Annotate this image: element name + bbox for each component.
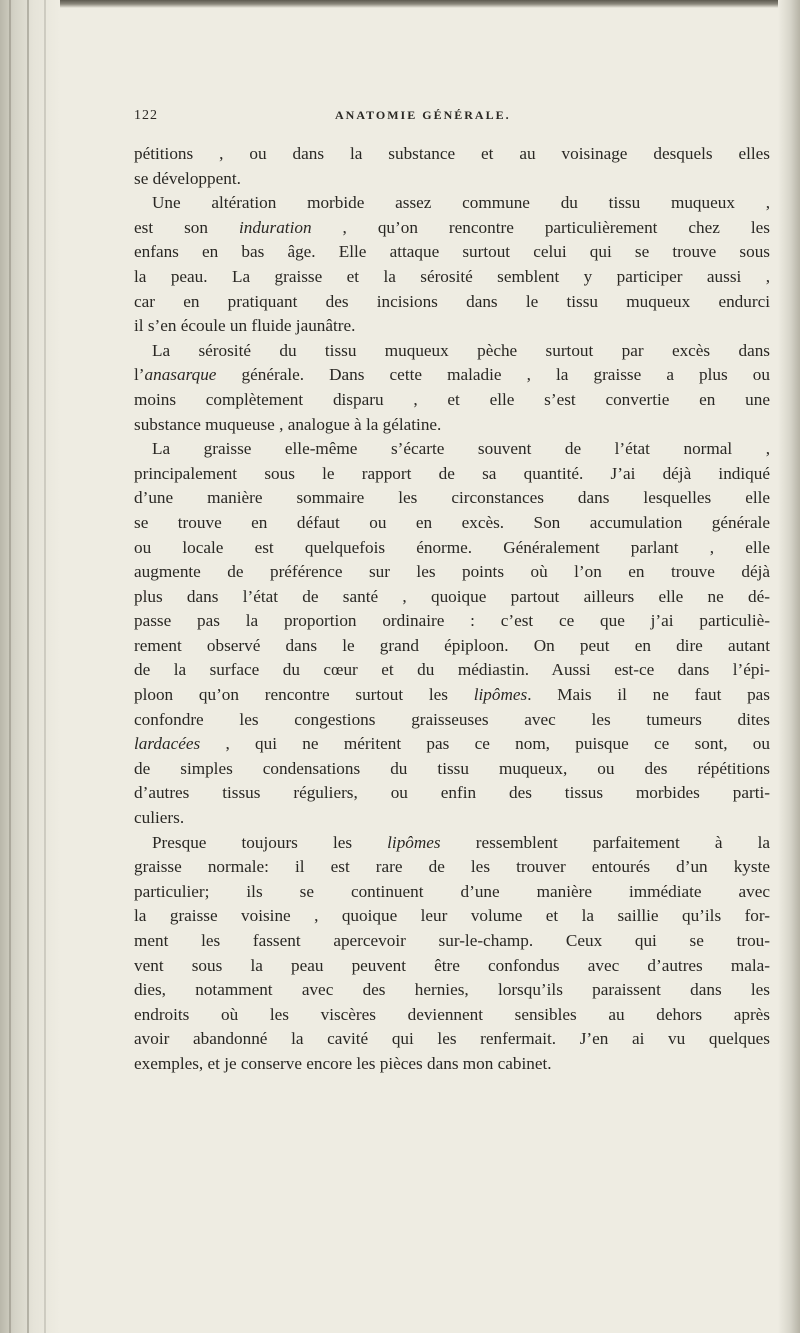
text-line bbox=[134, 831, 770, 856]
text-segment: ressemblent parfaitement à la bbox=[440, 832, 770, 852]
text-line: confondre les congestions graisseuses avec les tumeurs dites bbox=[134, 709, 770, 729]
text-line: passe pas la proportion ordinaire : c’est ce que j’ai particuliè- bbox=[134, 611, 770, 631]
text-line: substance muqueuse , analogue à la gélatine. bbox=[134, 414, 442, 434]
text-line: exemples, et je conserve encore les pièces dans mon cabinet. bbox=[134, 1053, 552, 1073]
text-line: se développent. bbox=[134, 168, 241, 188]
page-top-edge bbox=[0, 0, 800, 8]
text-segment: générale. Dans cette maladie , la graisse a plus ou bbox=[216, 365, 770, 385]
text-segment: ploon qu’on rencontre surtout les bbox=[134, 685, 474, 705]
book-page bbox=[134, 108, 770, 1077]
page-number: 122 bbox=[134, 108, 158, 123]
text-line bbox=[134, 732, 770, 757]
italic-term: anasarque bbox=[144, 365, 217, 385]
text-line: il s’en écoule un fluide jaunâtre. bbox=[134, 316, 356, 336]
text-line: pétitions , ou dans la substance et au voisinage desquels elles bbox=[134, 144, 770, 163]
running-head: ANATOMIE GÉNÉRALE. bbox=[335, 108, 511, 122]
gutter-line bbox=[27, 0, 29, 1333]
text-line: ment les fassent apercevoir sur-le-champ. Ceux qui se trou- bbox=[134, 931, 770, 950]
text-line: d’autres tissus réguliers, ou enfin des tissus morbides parti- bbox=[134, 783, 770, 803]
text-line: dies, notamment avec des hernies, lorsqu’ils paraissent dans les bbox=[134, 980, 770, 1000]
text-line: La graisse elle-même s’écarte souvent de l’état normal , bbox=[152, 439, 770, 459]
text-line: graisse normale: il est rare de les trouver entourés d’un kyste bbox=[134, 857, 770, 877]
text-line: avoir abandonné la cavité qui les renfermait. J’en ai vu quelques bbox=[134, 1029, 770, 1049]
text-line: de la surface du cœur et du médiastin. Aussi est-ce dans l’épi- bbox=[134, 660, 770, 680]
text-segment: est son bbox=[134, 217, 239, 237]
text-line: se trouve en défaut ou en excès. Son accumulation générale bbox=[134, 512, 770, 532]
text-line bbox=[134, 683, 770, 708]
page-right-edge bbox=[778, 0, 800, 1333]
text-line bbox=[134, 216, 770, 241]
text-line: Une altération morbide assez commune du tissu muqueux , bbox=[152, 193, 770, 213]
text-line: culiers. bbox=[134, 808, 185, 828]
text-line: enfans en bas âge. Elle attaque surtout celui qui se trouve sous bbox=[134, 242, 770, 262]
text-line: La sérosité du tissu muqueux pèche surtout par excès dans bbox=[152, 340, 770, 360]
text-line: particulier; ils se continuent d’une manière immédiate avec bbox=[134, 881, 770, 901]
italic-term: lipômes bbox=[387, 832, 441, 852]
text-line: rement observé dans le grand épiploon. On peut en dire autant bbox=[134, 635, 770, 655]
text-segment: . Mais il ne faut pas bbox=[527, 685, 770, 705]
text-line bbox=[134, 363, 770, 388]
text-line: ou locale est quelquefois énorme. Généralement parlant , elle bbox=[134, 537, 770, 557]
gutter-line bbox=[9, 0, 11, 1333]
italic-term: lardacées bbox=[134, 734, 201, 754]
text-line: la graisse voisine , quoique leur volume et la saillie qu’ils for- bbox=[134, 906, 770, 926]
text-segment: Presque toujours les bbox=[152, 832, 388, 852]
text-line: car en pratiquant des incisions dans le tissu muqueux endurci bbox=[134, 291, 770, 311]
text-segment: , qu’on rencontre particulièrement chez les bbox=[311, 217, 770, 237]
page-header bbox=[134, 108, 770, 132]
gutter-line bbox=[44, 0, 46, 1333]
text-segment: , qui ne méritent pas ce nom, puisque ce sont, ou bbox=[200, 734, 770, 754]
italic-term: lipômes bbox=[473, 685, 528, 705]
text-line: de simples condensations du tissu muqueux, ou des répétitions bbox=[134, 758, 770, 778]
text-line: plus dans l’état de santé , quoique partout ailleurs elle ne dé- bbox=[134, 586, 770, 606]
text-line: vent sous la peau peuvent être confondus avec d’autres mala- bbox=[134, 955, 770, 975]
text-line: endroits où les viscères deviennent sensibles au dehors après bbox=[134, 1004, 770, 1024]
text-line: la peau. La graisse et la sérosité semblent y participer aussi , bbox=[134, 266, 770, 286]
text-line: moins complètement disparu , et elle s’est convertie en une bbox=[134, 389, 770, 409]
italic-term: induration bbox=[238, 217, 312, 237]
text-line: principalement sous le rapport de sa quantité. J’ai déjà indiqué bbox=[134, 463, 770, 483]
text-line: augmente de préférence sur les points où l’on en trouve déjà bbox=[134, 562, 770, 582]
text-segment: l’ bbox=[134, 365, 145, 385]
text-line: d’une manière sommaire les circonstances dans lesquelles elle bbox=[134, 488, 770, 508]
body-text bbox=[134, 142, 770, 1077]
